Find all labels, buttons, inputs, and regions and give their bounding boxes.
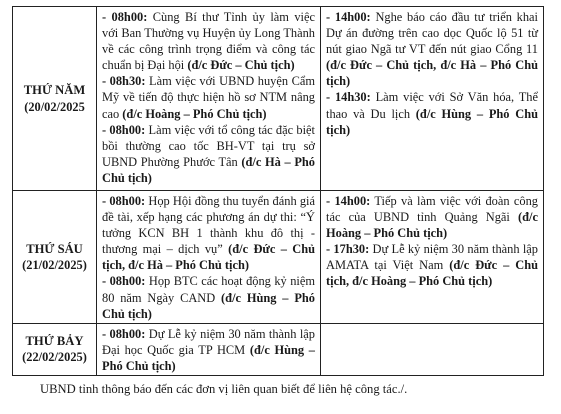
item-tag: (đ/c Hùng – Phó Chủ tịch) bbox=[102, 342, 315, 373]
item-text: Tiếp và làm việc với đoàn công tác của UBND tỉnh Quảng Ngãi bbox=[326, 194, 538, 225]
item-time: - 17h30: bbox=[326, 242, 370, 257]
afternoon-cell bbox=[321, 323, 544, 375]
schedule-item bbox=[326, 89, 538, 137]
item-tag: (đ/c Hà – Phó Chủ tịch) bbox=[102, 154, 316, 185]
afternoon-cell bbox=[321, 191, 544, 324]
schedule-item bbox=[326, 9, 538, 89]
day-date: (22/02/2025) bbox=[22, 350, 87, 365]
schedule-item bbox=[102, 273, 315, 321]
morning-cell bbox=[97, 323, 321, 375]
item-text: Họp BTC các hoạt động kỷ niệm 80 năm Ngày CAND bbox=[102, 274, 315, 305]
day-name: THỨ SÁU bbox=[26, 241, 83, 256]
day-name: THỨ NĂM bbox=[23, 83, 86, 98]
item-text: Làm việc với Sở Văn hóa, Thể thao và Du lịch bbox=[326, 90, 538, 121]
morning-cell bbox=[97, 7, 321, 191]
day-cell bbox=[13, 323, 97, 375]
item-text: Cùng Bí thư Tỉnh ủy làm việc với Ban Thường vụ Huyện ủy Long Thành về các công trình trọng điểm và công tác chuẩn bị Đại hội bbox=[102, 10, 315, 73]
item-tag: (đ/c Đức – Chủ tịch, đ/c Hà – Phó Chủ tịch) bbox=[102, 242, 315, 273]
item-time: - 08h00: bbox=[102, 274, 146, 289]
schedule-item bbox=[102, 193, 315, 273]
item-text: Dự Lễ kỷ niệm 30 năm thành lập AMATA tại Việt Nam bbox=[326, 242, 538, 273]
schedule-item bbox=[102, 9, 315, 73]
item-time: - 08h30: bbox=[102, 74, 146, 89]
item-time: - 14h30: bbox=[326, 90, 371, 105]
day-cell bbox=[13, 191, 97, 324]
morning-cell bbox=[97, 191, 321, 324]
item-text: Nghe báo cáo đầu tư triển khai Dự án đường trên cao dọc Quốc lộ 51 từ nút giao Ngã tư VT đến nút giao Cổng 11 bbox=[326, 10, 538, 57]
day-date: (21/02/2025) bbox=[22, 257, 87, 272]
table-row bbox=[13, 7, 544, 191]
weekly-schedule-table bbox=[12, 6, 544, 376]
day-date: (20/02/2025 bbox=[24, 99, 85, 114]
schedule-item bbox=[102, 326, 315, 374]
schedule-item bbox=[326, 193, 538, 241]
footer-note: UBND tỉnh thông báo đến các đơn vị liên quan biết để liên hệ công tác./. bbox=[40, 382, 408, 396]
item-time: - 14h00: bbox=[326, 10, 371, 24]
item-text: Họp Hội đồng thu tuyển đánh giá đề tài, xếp hạng các phương án dự thi: “Ý tưởng KCN BH 1 thành khu đô thị - thương mại – dịch vụ” bbox=[102, 194, 315, 257]
item-time: - 08h00: bbox=[102, 10, 148, 24]
item-text: Làm việc với UBND huyện Cẩm Mỹ về tiến độ thực hiện hồ sơ NTM nâng cao bbox=[102, 74, 315, 121]
item-text: Dự Lễ kỷ niệm 30 năm thành lập Đại học Quốc gia TP HCM bbox=[102, 326, 315, 357]
item-tag: (đ/c Đức – Chủ tịch) bbox=[187, 58, 295, 73]
afternoon-cell bbox=[321, 7, 544, 191]
item-time: - 08h00: bbox=[102, 194, 146, 208]
table-row bbox=[13, 191, 544, 324]
item-time: - 08h00: bbox=[102, 326, 146, 341]
item-tag: (đ/c Đức – Chủ tịch, đ/c Hoàng – Phó Chủ tịch) bbox=[326, 258, 539, 289]
table-row bbox=[13, 323, 544, 375]
schedule-item bbox=[102, 122, 315, 186]
item-tag: (đ/c Hùng – Phó Chủ tịch) bbox=[102, 290, 316, 321]
schedule-item bbox=[326, 241, 538, 289]
item-time: - 08h00: bbox=[102, 122, 146, 137]
item-text: Làm việc với tổ công tác đặc biệt bồi thường cao tốc BH-VT tại trụ sở UBND Phường Phước Tân bbox=[102, 122, 315, 169]
day-name: THỨ BẢY bbox=[25, 334, 84, 349]
day-cell bbox=[13, 7, 97, 191]
item-tag: (đ/c Hùng – Phó Chủ tịch) bbox=[326, 106, 538, 137]
item-tag: (đ/c Đức – Chủ tịch, đ/c Hà – Phó Chủ tịch) bbox=[326, 58, 538, 89]
item-tag: (đ/c Hoàng – Phó Chủ tịch) bbox=[122, 106, 267, 121]
item-tag: (đ/c Hoàng – Phó Chủ tịch) bbox=[326, 210, 538, 241]
schedule-item bbox=[102, 73, 315, 121]
item-time: - 14h00: bbox=[326, 194, 371, 208]
